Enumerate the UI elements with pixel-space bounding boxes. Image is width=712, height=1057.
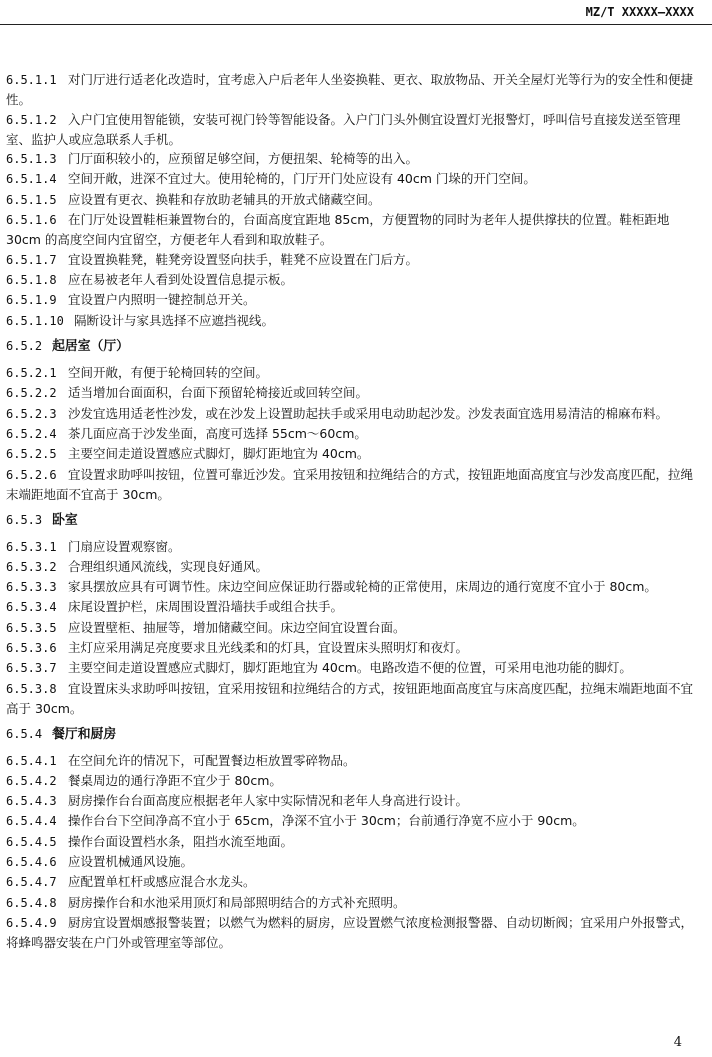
clause-text: 空间开敞，有便于轮椅回转的空间。 <box>68 365 269 381</box>
document-body <box>6 70 700 952</box>
clause-6-5-1-6 <box>6 210 700 250</box>
clause-number: 6.5.4.9 <box>6 915 57 930</box>
section-title: 起居室（厅） <box>52 339 129 355</box>
clause-6-5-4-5 <box>6 832 700 852</box>
clause-6-5-1-5 <box>6 190 700 210</box>
clause-text: 空间开敞，进深不宜过大。使用轮椅的，门厅开门处应设有 40cm 门垛的开门空间。 <box>68 171 536 187</box>
clause-number: 6.5.2.4 <box>6 427 57 442</box>
clause-6-5-1-7 <box>6 250 700 270</box>
clause-text: 合理组织通风流线，实现良好通风。 <box>68 558 269 574</box>
clause-number: 6.5.3.4 <box>6 600 57 615</box>
header-rule <box>0 24 712 25</box>
clause-6-5-4-3 <box>6 791 700 811</box>
clause-text: 适当增加台面面积，台面下预留轮椅接近或回转空间。 <box>68 385 369 401</box>
clause-number: 6.5.3.1 <box>6 539 57 554</box>
clause-6-5-2-1 <box>6 363 700 383</box>
section-title: 卧室 <box>52 512 78 528</box>
clause-number: 6.5.2.1 <box>6 366 57 381</box>
clause-text: 宜设置户内照明一键控制总开关。 <box>68 292 256 308</box>
clause-text: 宜设置床头求助呼叫按钮，宜采用按钮和拉绳结合的方式，按钮距地面高度宜与床高度匹配，拉绳末端距地面不宜高于 30cm。 <box>6 680 694 716</box>
section-number: 6.5.4 <box>6 726 43 741</box>
clause-6-5-4-9 <box>6 913 700 953</box>
clause-6-5-4-4 <box>6 811 700 831</box>
clause-number: 6.5.3.3 <box>6 580 57 595</box>
clause-text: 餐桌周边的通行净距不宜少于 80cm。 <box>68 772 282 788</box>
clause-text: 应在易被老年人看到处设置信息提示板。 <box>68 271 294 287</box>
clause-6-5-2-2 <box>6 383 700 403</box>
clause-number: 6.5.3.5 <box>6 620 57 635</box>
clause-6-5-2-3 <box>6 404 700 424</box>
clause-6-5-3-7 <box>6 658 700 678</box>
clause-number: 6.5.3.2 <box>6 559 57 574</box>
clause-text: 沙发宜选用适老性沙发，或在沙发上设置助起扶手或采用电动助起沙发。沙发表面宜选用易清洁的棉麻布料。 <box>68 405 669 421</box>
clause-text: 应配置单杠杆或感应混合水龙头。 <box>68 874 256 890</box>
section-number: 6.5.3 <box>6 512 43 527</box>
clause-6-5-1-1 <box>6 70 700 110</box>
clause-number: 6.5.1.1 <box>6 73 57 87</box>
clause-number: 6.5.1.9 <box>6 293 57 308</box>
clause-number: 6.5.2.2 <box>6 386 57 401</box>
clause-text: 在门厅处设置鞋柜兼置物台的，台面高度宜距地 85cm，方便置物的同时为老年人提供撑扶的位置。鞋柜距地 30cm 的高度空间内宜留空，方便老年人看到和取放鞋子。 <box>6 212 670 248</box>
clause-text: 在空间允许的情况下，可配置餐边柜放置零碎物品。 <box>68 752 356 768</box>
clause-text: 主灯应采用满足亮度要求且光线柔和的灯具，宜设置床头照明灯和夜灯。 <box>68 640 469 656</box>
clause-text: 厨房操作台台面高度应根据老年人家中实际情况和老年人身高进行设计。 <box>68 793 469 809</box>
clause-6-5-1-4 <box>6 169 700 189</box>
clause-text: 隔断设计与家具选择不应遮挡视线。 <box>74 312 275 328</box>
clause-number: 6.5.1.8 <box>6 272 57 287</box>
clause-number: 6.5.4.8 <box>6 895 57 910</box>
clause-number: 6.5.1.10 <box>6 313 64 328</box>
clause-6-5-3-3 <box>6 577 700 597</box>
clause-text: 主要空间走道设置感应式脚灯，脚灯距地宜为 40cm。电路改造不便的位置，可采用电池功能的脚灯。 <box>68 660 632 676</box>
clause-text: 厨房操作台和水池采用顶灯和局部照明结合的方式补充照明。 <box>68 894 406 910</box>
clause-text: 厨房宜设置烟感报警装置；以燃气为燃料的厨房，应设置燃气浓度检测报警器、自动切断阀；宜采用户外报警式，将蜂鸣器安装在户门外或管理室等部位。 <box>6 914 694 951</box>
clause-number: 6.5.1.7 <box>6 252 57 267</box>
clause-6-5-1-3 <box>6 149 700 169</box>
clause-number: 6.5.4.6 <box>6 854 57 869</box>
clause-6-5-3-8 <box>6 679 700 719</box>
clause-text: 应设置机械通风设施。 <box>68 853 194 869</box>
clause-6-5-2-5 <box>6 444 700 464</box>
clause-6-5-2-4 <box>6 424 700 444</box>
clause-text: 操作台台下空间净高不宜小于 65cm，净深不宜小于 30cm；台前通行净宽不应小于 90cm。 <box>68 813 585 829</box>
clause-number: 6.5.1.4 <box>6 172 57 187</box>
clause-number: 6.5.2.5 <box>6 447 57 462</box>
clause-text: 门厅面积较小的，应预留足够空间，方便扭架、轮椅等的出入。 <box>68 151 419 167</box>
clause-number: 6.5.1.3 <box>6 152 57 167</box>
clause-6-5-4-7 <box>6 872 700 892</box>
clause-6-5-1-8 <box>6 270 700 290</box>
clause-text: 宜设置求助呼叫按钮，位置可靠近沙发。宜采用按钮和拉绳结合的方式，按钮距地面高度宜与沙发高度匹配，拉绳末端距地面不宜高于 30cm。 <box>6 466 694 502</box>
clause-6-5-1-10 <box>6 311 700 331</box>
clause-number: 6.5.2.3 <box>6 406 57 421</box>
clause-number: 6.5.3.7 <box>6 661 57 676</box>
section-title: 餐厅和厨房 <box>52 726 117 742</box>
clause-6-5-4-1 <box>6 751 700 771</box>
clause-number: 6.5.4.2 <box>6 773 57 788</box>
clause-6-5-3-2 <box>6 557 700 577</box>
clause-6-5-4-2 <box>6 771 700 791</box>
clause-6-5-1-9 <box>6 290 700 310</box>
section-heading-dining-kitchen <box>6 725 700 744</box>
page-number: 4 <box>673 1035 682 1050</box>
clause-6-5-3-1 <box>6 537 700 557</box>
clause-number: 6.5.4.3 <box>6 794 57 809</box>
clause-number: 6.5.4.7 <box>6 875 57 890</box>
clause-text: 应设置壁柜、抽屉等，增加储藏空间。床边空间宜设置台面。 <box>68 619 406 635</box>
clause-number: 6.5.4.4 <box>6 814 57 829</box>
clause-6-5-4-6 <box>6 852 700 872</box>
clause-text: 对门厅进行适老化改造时，宜考虑入户后老年人坐姿换鞋、更衣、取放物品、开关全屋灯光等行为的安全性和便捷性。 <box>6 72 694 108</box>
clause-number: 6.5.1.5 <box>6 192 57 207</box>
clause-text: 家具摆放应具有可调节性。床边空间应保证助行器或轮椅的正常使用，床周边的通行宽度不宜小于 80cm。 <box>68 579 657 595</box>
clause-6-5-2-6 <box>6 465 700 505</box>
clause-text: 主要空间走道设置感应式脚灯，脚灯距地宜为 40cm。 <box>68 446 370 462</box>
clause-text: 应设置有更衣、换鞋和存放助老辅具的开放式储藏空间。 <box>68 191 381 207</box>
section-number: 6.5.2 <box>6 339 43 354</box>
clause-text: 床尾设置护栏，床周围设置沿墙扶手或组合扶手。 <box>68 599 344 615</box>
clause-text: 宜设置换鞋凳，鞋凳旁设置竖向扶手，鞋凳不应设置在门后方。 <box>68 251 419 267</box>
clause-text: 入户门宜使用智能锁，安装可视门铃等智能设备。入户门门头外侧宜设置灯光报警灯，呼叫信号直接发送至管理室、监护人或应急联系人手机。 <box>6 111 681 147</box>
clause-6-5-4-8 <box>6 893 700 913</box>
clause-number: 6.5.3.8 <box>6 681 57 696</box>
clause-number: 6.5.1.6 <box>6 213 57 228</box>
clause-number: 6.5.1.2 <box>6 112 57 127</box>
clause-text: 门扇应设置观察窗。 <box>68 538 181 554</box>
clause-text: 操作台面设置档水条，阻挡水流至地面。 <box>68 833 294 849</box>
clause-number: 6.5.2.6 <box>6 467 57 482</box>
clause-number: 6.5.4.5 <box>6 834 57 849</box>
clause-6-5-3-5 <box>6 618 700 638</box>
document-code: MZ/T XXXXX—XXXX <box>585 5 694 19</box>
clause-6-5-1-2 <box>6 110 700 150</box>
section-heading-bedroom <box>6 511 700 530</box>
clause-6-5-3-4 <box>6 597 700 617</box>
clause-number: 6.5.4.1 <box>6 753 57 768</box>
section-heading-living-room <box>6 337 700 356</box>
clause-6-5-3-6 <box>6 638 700 658</box>
clause-number: 6.5.3.6 <box>6 641 57 656</box>
clause-text: 茶几面应高于沙发坐面，高度可选择 55cm～60cm。 <box>68 426 367 442</box>
